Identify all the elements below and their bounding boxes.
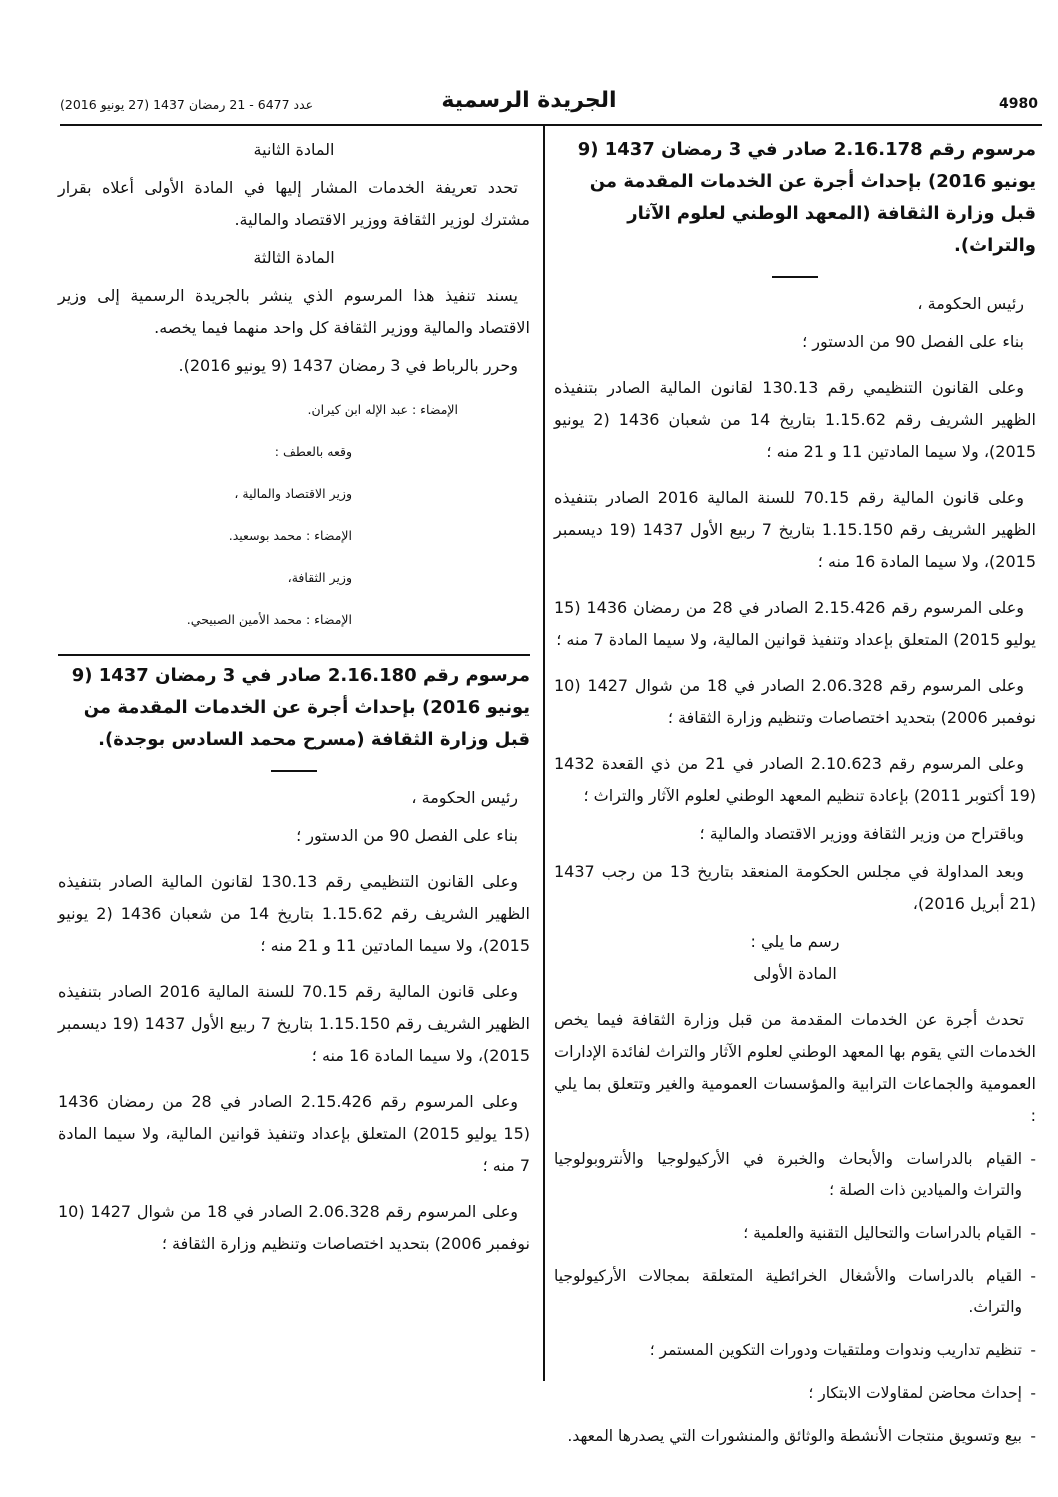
decree1-decrees-line: رسم ما يلي : xyxy=(750,932,840,951)
decree1-recital: وعلى المرسوم رقم 2.15.426 الصادر في 28 من رمضان 1436 (15 يوليو 2015) المتعلق بإعداد وتنفيذ قوانين المالية، ولا سيما المادة 7 منه ؛ xyxy=(554,598,1036,649)
column-divider xyxy=(543,126,545,1381)
title-rule xyxy=(772,276,818,278)
minister-culture: وزير الثقافة، xyxy=(287,570,352,585)
decree2-constitution-clause: بناء على الفصل 90 من الدستور ؛ xyxy=(296,826,518,845)
signature-finance: الإمضاء : محمد بوسعيد. xyxy=(228,528,352,543)
decree2-recital: وعلى قانون المالية رقم 70.15 للسنة المالية 2016 الصادر بتنفيذه الظهير الشريف رقم 1.15.150 بتاريخ 7 ربيع الأول 1437 (19 ديسمبر 2015)، ولا سيما المادة 16 منه ؛ xyxy=(58,982,531,1065)
decree1-constitution-clause: بناء على الفصل 90 من الدستور ؛ xyxy=(802,332,1024,351)
decree1-recital: وبعد المداولة في مجلس الحكومة المنعقد بتاريخ 13 من رجب 1437 (21 أبريل 2016)، xyxy=(554,862,1036,913)
decree1-title: مرسوم رقم 2.16.178 صادر في 3 رمضان 1437 (9 يونيو 2016) بإحداث أجرة عن الخدمات المقدمة من قبل وزارة الثقافة (المعهد الوطني لعلوم الآثار والتراث). xyxy=(577,139,1036,256)
done-at-line: وحرر بالرباط في 3 رمضان 1437 (9 يونيو 2016). xyxy=(178,356,518,375)
decree2-title: مرسوم رقم 2.16.180 صادر في 3 رمضان 1437 (9 يونيو 2016) بإحداث أجرة عن الخدمات المقدمة من قبل وزارة الثقافة (مسرح محمد السادس بوجدة). xyxy=(71,665,530,750)
decree1-recital: وعلى القانون التنظيمي رقم 130.13 لقانون المالية الصادر بتنفيذه الظهير الشريف رقم 1.15.62 بتاريخ 14 من شعبان 1436 (2 يونيو 2015)، ولا سيما المادتين 11 و 21 منه ؛ xyxy=(554,378,1036,461)
decree2-recital: وعلى القانون التنظيمي رقم 130.13 لقانون المالية الصادر بتنفيذه الظهير الشريف رقم 1.15.62 بتاريخ 14 من شعبان 1436 (2 يونيو 2015)، ولا سيما المادتين 11 و 21 منه ؛ xyxy=(58,872,530,955)
decree1-recital: وعلى قانون المالية رقم 70.15 للسنة المالية 2016 الصادر بتنفيذه الظهير الشريف رقم 1.15.150 بتاريخ 7 ربيع الأول 1437 (19 ديسمبر 2015)، ولا سيما المادة 16 منه ؛ xyxy=(554,488,1037,571)
article1-item: - تنظيم تداريب وندوات وملتقيات ودورات التكوين المستمر ؛ xyxy=(649,1341,1036,1359)
header-rule xyxy=(60,124,1042,126)
article2-text: تحدد تعريفة الخدمات المشار إليها في المادة الأولى أعلاه بقرار مشترك لوزير الثقافة ووزير الاقتصاد والمالية. xyxy=(58,178,530,229)
page-number: 4980 xyxy=(999,96,1038,112)
decree2-recital: وعلى المرسوم رقم 2.15.426 الصادر في 28 من رمضان 1436 (15 يوليو 2015) المتعلق بإعداد وتنفيذ قوانين المالية، ولا سيما المادة 7 منه ؛ xyxy=(58,1092,531,1175)
article1-item: - إحداث محاضن لمقاولات الابتكار ؛ xyxy=(808,1384,1036,1402)
article1-item: - القيام بالدراسات والأشغال الخرائطية المتعلقة بمجالات الأركيولوجيا والتراث. xyxy=(554,1267,1036,1316)
decree1-head-of-government: رئيس الحكومة ، xyxy=(917,294,1024,313)
decree2-recital: وعلى المرسوم رقم 2.06.328 الصادر في 18 من شوال 1427 (10 نوفمبر 2006) بتحديد اختصاصات وتنظيم وزارة الثقافة ؛ xyxy=(58,1202,530,1253)
countersigned-label: وقعه بالعطف : xyxy=(274,444,352,459)
article1-heading: المادة الأولى xyxy=(753,964,837,983)
left-column xyxy=(58,134,530,1260)
minister-finance: وزير الاقتصاد والمالية ، xyxy=(234,486,352,501)
article1-item: - القيام بالدراسات والتحاليل التقنية والعلمية ؛ xyxy=(743,1224,1036,1242)
article3-text: يسند تنفيذ هذا المرسوم الذي ينشر بالجريدة الرسمية إلى وزير الاقتصاد والمالية ووزير الثقافة كل واحد منهما فيما يخصه. xyxy=(58,286,530,337)
decree2-head-of-government: رئيس الحكومة ، xyxy=(411,788,518,807)
issue-info: عدد 6477 - 21 رمضان 1437 (27 يونيو 2016) xyxy=(60,97,314,112)
signatures xyxy=(58,400,530,630)
decree1-recital: وباقتراح من وزير الثقافة ووزير الاقتصاد والمالية ؛ xyxy=(699,824,1024,843)
article1-text: تحدث أجرة عن الخدمات المقدمة من قبل وزارة الثقافة فيما يخص الخدمات التي يقوم بها المعهد الوطني لعلوم الآثار والتراث لفائدة الإدارات العمومية والجماعات الترابية والمؤسسات العمومية والغير وتتعلق بما يلي : xyxy=(554,1010,1036,1125)
signature-culture: الإمضاء : محمد الأمين الصبيحي. xyxy=(186,612,352,627)
decree1-recital: وعلى المرسوم رقم 2.10.623 الصادر في 21 من ذي القعدة 1432 (19 أكتوبر 2011) بإعادة تنظيم المعهد الوطني لعلوم الآثار والتراث ؛ xyxy=(554,754,1036,805)
article3-heading: المادة الثالثة xyxy=(253,248,335,267)
article1-item: - بيع وتسويق منتجات الأنشطة والوثائق والمنشورات التي يصدرها المعهد. xyxy=(567,1427,1036,1445)
title-rule xyxy=(271,770,317,772)
decree1-recital: وعلى المرسوم رقم 2.06.328 الصادر في 18 من شوال 1427 (10 نوفمبر 2006) بتحديد اختصاصات وتنظيم وزارة الثقافة ؛ xyxy=(554,676,1036,727)
journal-title: الجريدة الرسمية xyxy=(441,88,617,113)
article1-item: - القيام بالدراسات والأبحاث والخبرة في الأركيولوجيا والأنتروبولوجيا والتراث والميادين ذات الصلة ؛ xyxy=(554,1150,1036,1199)
right-column xyxy=(554,134,1036,1452)
signature-pm: الإمضاء : عبد الإله ابن كيران. xyxy=(307,402,458,417)
article2-heading: المادة الثانية xyxy=(253,140,335,159)
section-rule xyxy=(58,654,530,656)
